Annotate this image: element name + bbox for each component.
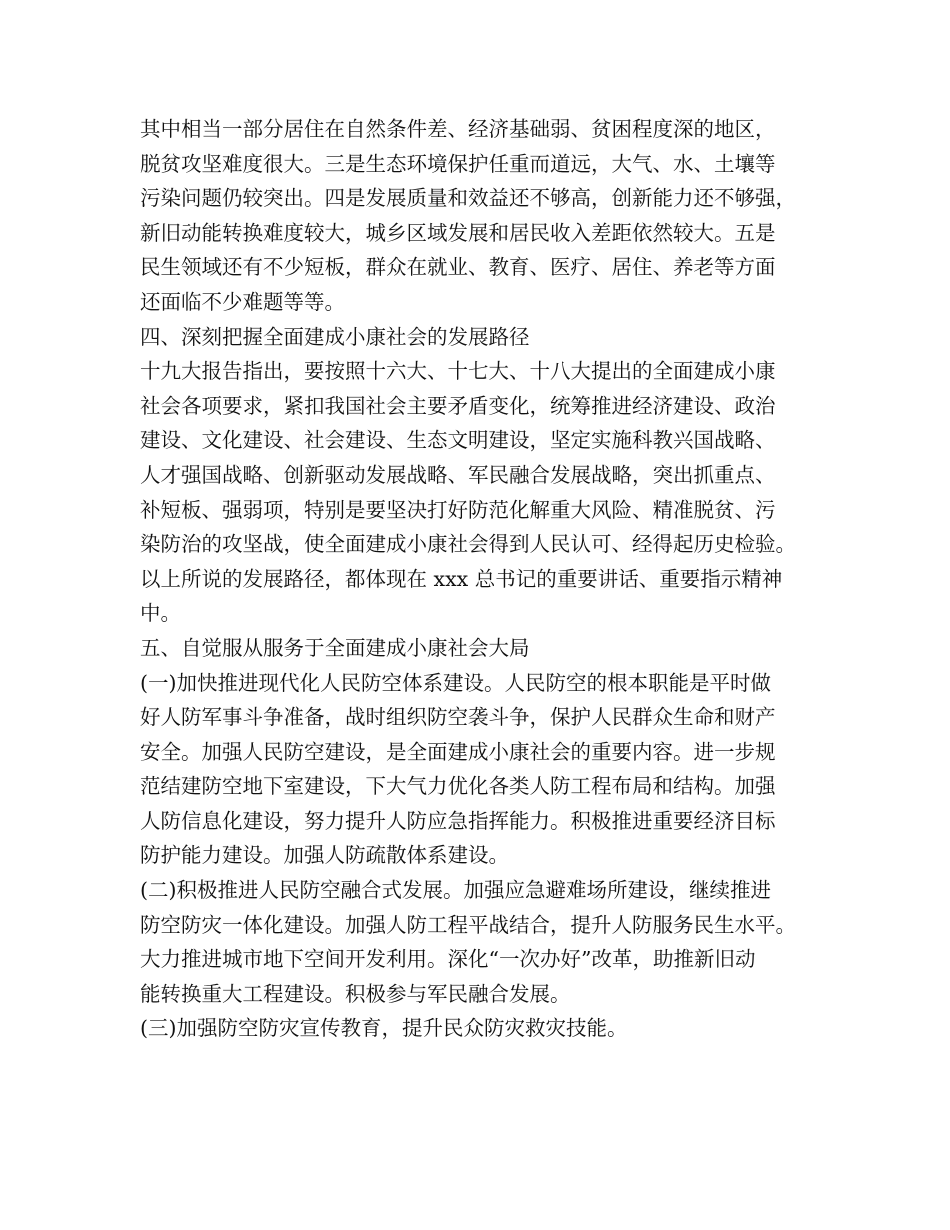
text-line: 十九大报告指出，要按照十六大、十七大、十八大提出的全面建成小康 bbox=[140, 359, 776, 384]
text-line: 建设、文化建设、社会建设、生态文明建设，坚定实施科教兴国战略、 bbox=[140, 428, 776, 453]
text-line: 好人防军事斗争准备，战时组织防空袭斗争，保护人民群众生命和财产 bbox=[140, 705, 776, 730]
subsection-line: (三)加强防空防灾宣传教育，提升民众防灾救灾技能。 bbox=[140, 1016, 628, 1041]
text-line: 大力推进城市地下空间开发利用。深化“一次办好”改革，助推新旧动 bbox=[140, 947, 756, 972]
text-line: 补短板、强弱项，特别是要坚决打好防范化解重大风险、精准脱贫、污 bbox=[140, 497, 776, 522]
text-line: 防护能力建设。加强人防疏散体系建设。 bbox=[140, 843, 509, 868]
text-line: 社会各项要求，紧扣我国社会主要矛盾变化，统筹推进经济建设、政治 bbox=[140, 393, 776, 418]
text-line: 污染问题仍较突出。四是发展质量和效益还不够高，创新能力还不够强， bbox=[140, 186, 796, 211]
text-line: 人防信息化建设，努力提升人防应急指挥能力。积极推进重要经济目标 bbox=[140, 808, 776, 833]
text-line: 以上所说的发展路径，都体现在 xxx 总书记的重要讲话、重要指示精神 bbox=[140, 566, 783, 591]
text-line: 中。 bbox=[140, 601, 181, 626]
section-heading: 五、自觉服从服务于全面建成小康社会大局 bbox=[140, 635, 530, 660]
subsection-line: (一)加快推进现代化人民防空体系建设。人民防空的根本职能是平时做 bbox=[140, 670, 771, 695]
text-line: 防空防灾一体化建设。加强人防工程平战结合，提升人防服务民生水平。 bbox=[140, 912, 796, 937]
text-line: 人才强国战略、创新驱动发展战略、军民融合发展战略，突出抓重点、 bbox=[140, 462, 776, 487]
text-line: 新旧动能转换难度较大，城乡区域发展和居民收入差距依然较大。五是 bbox=[140, 220, 776, 245]
text-line: 脱贫攻坚难度很大。三是生态环境保护任重而道远，大气、水、土壤等 bbox=[140, 151, 776, 176]
text-line: 染防治的攻坚战，使全面建成小康社会得到人民认可、经得起历史检验。 bbox=[140, 532, 796, 557]
text-line: 其中相当一部分居住在自然条件差、经济基础弱、贫困程度深的地区， bbox=[140, 117, 776, 141]
document-body bbox=[140, 112, 840, 1046]
text-line: 范结建防空地下室建设，下大气力优化各类人防工程布局和结构。加强 bbox=[140, 774, 776, 799]
text-line: 安全。加强人民防空建设，是全面建成小康社会的重要内容。进一步规 bbox=[140, 739, 776, 764]
section-heading: 四、深刻把握全面建成小康社会的发展路径 bbox=[140, 324, 530, 349]
text-line: 还面临不少难题等等。 bbox=[140, 289, 345, 314]
text-line: 能转换重大工程建设。积极参与军民融合发展。 bbox=[140, 981, 571, 1006]
text-line: 民生领域还有不少短板，群众在就业、教育、医疗、居住、养老等方面 bbox=[140, 255, 776, 280]
subsection-line: (二)积极推进人民防空融合式发展。加强应急避难场所建设，继续推进 bbox=[140, 878, 771, 903]
